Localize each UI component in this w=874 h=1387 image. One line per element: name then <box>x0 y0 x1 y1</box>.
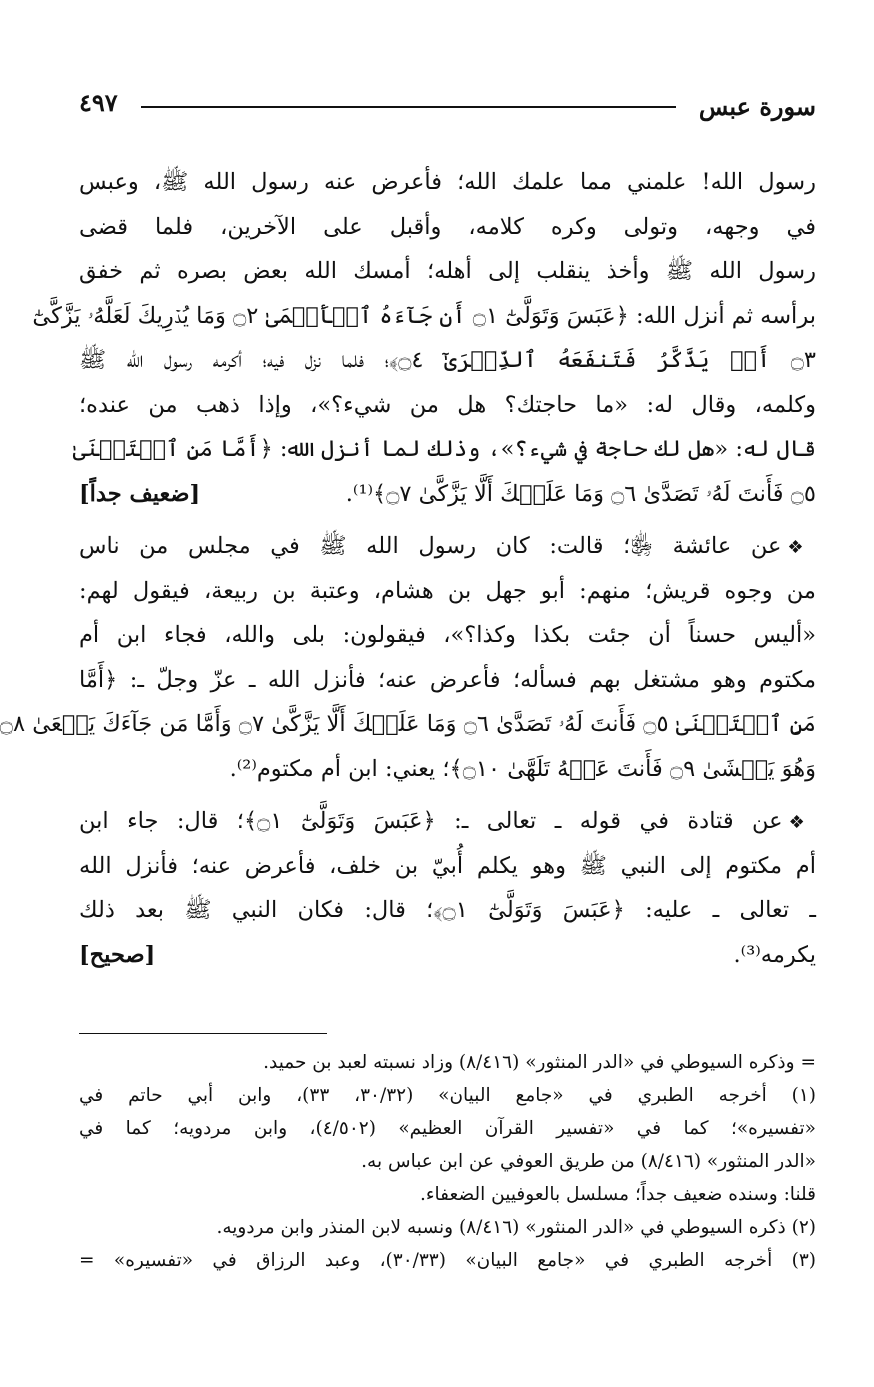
text-line: أم مكتوم إلى النبي ﷺ وهو يكلم أُبيّ بن خلف، فأعرض عنه؛ فأنزل الله <box>79 852 816 879</box>
text-line: قال له: «هل لك حاجة في شيء؟»، وذلك لما أنزل الله: ﴿أَمَّا مَنِ ٱسۡتَغۡنَىٰ <box>72 436 816 462</box>
footnotes <box>79 1046 816 1277</box>
text-line: وَهُوَ يَخۡشَىٰ ۝٩ فَأَنتَ عَنۡهُ تَلَهَّىٰ ۝١٠﴾؛ يعني: ابن أم مكتوم⁽²⁾. <box>229 755 816 782</box>
text-line <box>79 472 816 517</box>
header-rule <box>141 106 676 108</box>
surah-title: سورة عبس <box>698 92 816 121</box>
text-line: برأسه ثم أنزل الله: ﴿عَبَسَ وَتَوَلَّىٰٓ ۝١ أَن جَآءَهُ ٱلۡأَعۡمَىٰ ۝٢ وَمَا يُدۡرِيكَ لَعَلَّهُۥ يَزَّكَّىٰٓ <box>32 302 816 329</box>
page-header <box>79 88 816 128</box>
text-line: من وجوه قريش؛ منهم: أبو جهل بن هشام، وعتبة بن ربيعة، فيقول لهم: <box>79 577 816 604</box>
text-line <box>79 933 816 978</box>
footnote-line: (٣) أخرجه الطبري في «جامع البيان» (٣٠/٣٣)، وعبد الرزاق في «تفسيره» = <box>79 1250 816 1271</box>
text-line-content: عن عائشة ﵂؛ قالت: كان رسول الله ﷺ في مجلس من ناس <box>79 533 782 559</box>
text-line: في وجهه، وتولى وكره كلامه، وأقبل على الآخرين، فلما قضى <box>79 213 816 240</box>
text-line: رسول الله! علمني مما علمك الله؛ فأعرض عنه رسول الله ﷺ، وعبس <box>79 169 816 195</box>
bullet-icon: ❖ <box>788 812 817 833</box>
hadith-grade-badge: [ضعيف جداً] <box>79 480 201 507</box>
text-line: رسول الله ﷺ وأخذ ينقلب إلى أهله؛ أمسك الله بعض بصره ثم خفق <box>79 258 816 284</box>
footnote-line: = وذكره السيوطي في «الدر المنثور» (٨/٤١٦) وزاد نسبته لعبد بن حميد. <box>263 1052 816 1073</box>
footnote-line: «تفسيره»؛ كما في «تفسير القرآن العظيم» (٤/٥٠٢)، وابن مردويه؛ كما في <box>79 1118 816 1139</box>
hadith-grade-badge: [صحيح] <box>79 941 156 968</box>
paragraph-gap <box>79 516 816 524</box>
text-line <box>79 524 816 569</box>
text-line: وكلمه، وقال له: «ما حاجتك؟ هل من شيء؟»، وإذا ذهب من عنده؛ <box>79 391 816 418</box>
main-text <box>0 160 817 977</box>
footnote-line: (٢) ذكره السيوطي في «الدر المنثور» (٨/٤١٦) ونسبه لابن المنذر وابن مردويه. <box>216 1217 816 1238</box>
text-line: مكتوم وهو مشتغل بهم فسأله؛ فأعرض عنه؛ فأنزل الله ـ عزّ وجلّ ـ: ﴿أَمَّا <box>79 666 816 693</box>
text-line <box>79 799 816 844</box>
text-line-content: يكرمه⁽³⁾. <box>733 941 816 968</box>
footnote-line: «الدر المنثور» (٨/٤١٦) من طريق العوفي عن ابن عباس به. <box>361 1151 816 1172</box>
bullet-icon: ❖ <box>787 537 816 558</box>
text-line: «أليس حسناً أن جئت بكذا وكذا؟»، فيقولون: بلى والله، فجاء ابن أم <box>79 622 816 648</box>
text-line: ـ تعالى ـ عليه: ﴿عَبَسَ وَتَوَلَّىٰٓ ۝١﴾؛ قال: فكان النبي ﷺ بعد ذلك <box>79 897 816 923</box>
text-line-content: ۝٥ فَأَنتَ لَهُۥ تَصَدَّىٰ ۝٦ وَمَا عَلَيۡكَ أَلَّا يَزَّكَّىٰ ۝٧﴾⁽¹⁾. <box>345 480 816 507</box>
footnote-line: (١) أخرجه الطبري في «جامع البيان» (٣٠/٣٢، ٣٣)، وابن أبي حاتم في <box>79 1085 816 1106</box>
text-line: مَنِ ٱسۡتَغۡنَىٰ ۝٥ فَأَنتَ لَهُۥ تَصَدَّىٰ ۝٦ وَمَا عَلَيۡكَ أَلَّا يَزَّكَّىٰ ۝٧ وَأَمَّا مَن جَآءَكَ يَسۡعَىٰ ۝٨ <box>0 711 816 737</box>
text-line-content: عن قتادة في قوله ـ تعالى ـ: ﴿عَبَسَ وَتَوَلَّىٰٓ ۝١﴾؛ قال: جاء ابن <box>79 808 783 834</box>
footnote-separator <box>79 1033 327 1034</box>
paragraph-gap <box>79 791 816 799</box>
page-number: ٤٩٧ <box>79 88 118 117</box>
footnote-line: قلنا: وسنده ضعيف جداً؛ مسلسل بالعوفيين الضعفاء. <box>419 1184 816 1205</box>
text-line: ۝٣ أَوۡ يَذَّكَّرُ فَتَنفَعَهُ ٱلذِّكۡرَىٰٓ ۝٤﴾؛ فلما نزل فيه؛ أكرمه رسول الله ﷺ <box>79 347 816 373</box>
